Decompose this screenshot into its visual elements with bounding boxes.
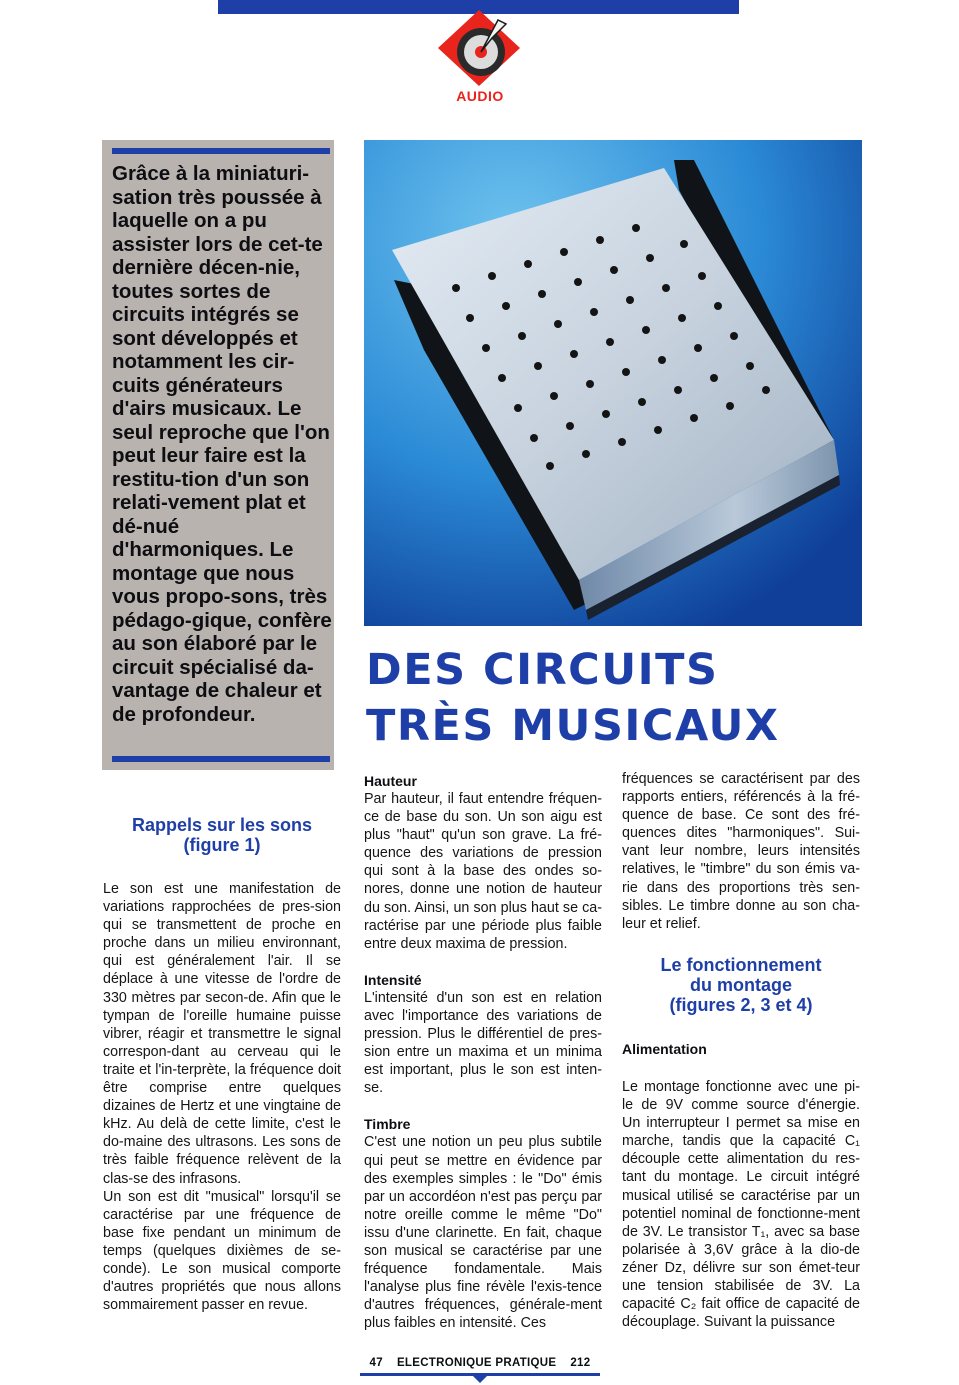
heading-line: (figure 1) — [183, 835, 261, 855]
subheading-timbre: Timbre — [364, 1116, 411, 1133]
music-disc-icon — [436, 8, 522, 88]
heading-line: Rappels sur les sons — [131, 815, 313, 835]
body-paragraph: L'intensité d'un son est en relation avec l'importance des variations de pression. Plus le différentiel de pres-sion entre un maxima et un minima est important, plus le son est inten-se. — [364, 989, 602, 1097]
page-footer — [360, 1357, 600, 1369]
subheading-hauteur: Hauteur — [364, 773, 417, 789]
issue-number: 212 — [570, 1357, 591, 1369]
column-left — [103, 880, 341, 1314]
section-heading-fonctionnement — [622, 955, 860, 1015]
heading-line: du montage — [690, 975, 792, 995]
heading-line: (figures 2, 3 et 4) — [669, 995, 813, 1015]
column-right — [622, 770, 860, 933]
intro-top-rule — [112, 148, 330, 154]
heading-line: Le fonctionnement — [660, 955, 822, 975]
body-paragraph: fréquences se caractérisent par des rapports entiers, référencés à la fré-quence de base. Ce sont des fré-quences dites "harmoniques". Sui-vant leur nombre, leurs intensités relatives, le "timbre" du son émis va-rie dans des proportions très sen-sibles. Le timbre donne au son cha-leur et relief. — [622, 771, 860, 932]
column-right-lower — [622, 1040, 860, 1331]
body-paragraph: C'est une notion un peu plus subtile qui peut se mettre en évidence par des exemples simples : le "Do" émis par un accordéon n'est pas perçu par notre oreille comme le même "Do" issu d'une clarinette. En fait, chaque son musical se caractérise par une fréquence fondamentale. Mais l'analyse plus fine révèle l'exis-tence d'autres fréquences, générale-ment plus faibles en intensité. Ces — [364, 1134, 602, 1332]
intro-text: Grâce à la miniaturi-sation très poussée à laquelle on a pu assister lors de cet-te dernière décen-nie, toutes sortes de circuits intégrés se sont développés et notamment les cir-cuits générateurs d'airs musicaux. Le seul reproche que l'on peut leur faire est la restitu-tion d'un son relati-vement plat et dé-nué d'harmoniques. Le montage que nous vous propo-sons, très pédago-gique, confère au son élaboré par le circuit spécialisé da-vantage de chaleur et de profondeur. — [112, 162, 332, 726]
intro-bottom-rule — [112, 756, 330, 762]
body-paragraph: Un son est dit "musical" lorsqu'il se caractérise par une fréquence de base fixe pendant un minimum de temps (quelques dixièmes de se-conde). Le son musical comporte d'autres propriétés que nous allons sommairement passer en revue. — [103, 1188, 341, 1314]
body-paragraph: Le montage fonctionne avec une pi-le de 9V comme source d'énergie. Un interrupteur I permet sa mise en marche, tandis que la capacité C₁ découple cette alimentation du res-tant du montage. Le circuit intégré musical utilisé se caractérise par un potentiel nominal de fonctionne-ment de 3V. Le transistor T₁, avec sa base polarisée à 3,6V grâce à la dio-de zéner Dz, délivre sur son émet-teur une tension stabilisée de 3V. La capacité C₂ fait office de capacité de découplage. Suivant la puissance — [622, 1079, 860, 1331]
page-number: 47 — [369, 1357, 383, 1369]
body-paragraph: Le son est une manifestation de variations rapprochées de pres-sion qui se transmettent de proche en proche dans un milieu environnant, qui est généralement l'air. Il se déplace à une vitesse de l'ordre de 330 mètres par secon-de. Afin que le tympan de l'oreille humaine puisse vibrer, réagir et transmettre le signal correspon-dant au cerveau qui le traite et l'in-terprète, la fréquence doit être comprise entre quelques dizaines de Hertz et une vingtaine de kHz. Au delà de cette limite, c'est le do-maine des ultrasons. Les sons de très faible fréquence relèvent de la clas-se des infrasons. — [103, 881, 341, 1187]
body-paragraph: Par hauteur, il faut entendre fréquen-ce de base du son. Un son aigu est plus "haut" qu'un son grave. La fré-quence des variations de pression qui sont à la base des ondes so-nores, donne une notion de hauteur du son. Ainsi, un son plus haut se ca-ractérise par une période plus faible entre deux maxima de pression. — [364, 791, 602, 952]
section-label: AUDIO — [456, 88, 504, 104]
headline-line-1: DES CIRCUITS — [366, 645, 719, 695]
magazine-name: ELECTRONIQUE PRATIQUE — [396, 1357, 557, 1369]
article-headline — [366, 642, 926, 754]
column-middle — [364, 772, 602, 1332]
footer-notch — [470, 1373, 490, 1383]
subheading-intensite: Intensité — [364, 971, 422, 988]
headline-line-2: TRÈS MUSICAUX — [366, 701, 780, 751]
section-heading-rappels — [103, 815, 341, 855]
subheading-alimentation: Alimentation — [622, 1041, 707, 1057]
speaker-enclosure-image — [364, 140, 862, 626]
